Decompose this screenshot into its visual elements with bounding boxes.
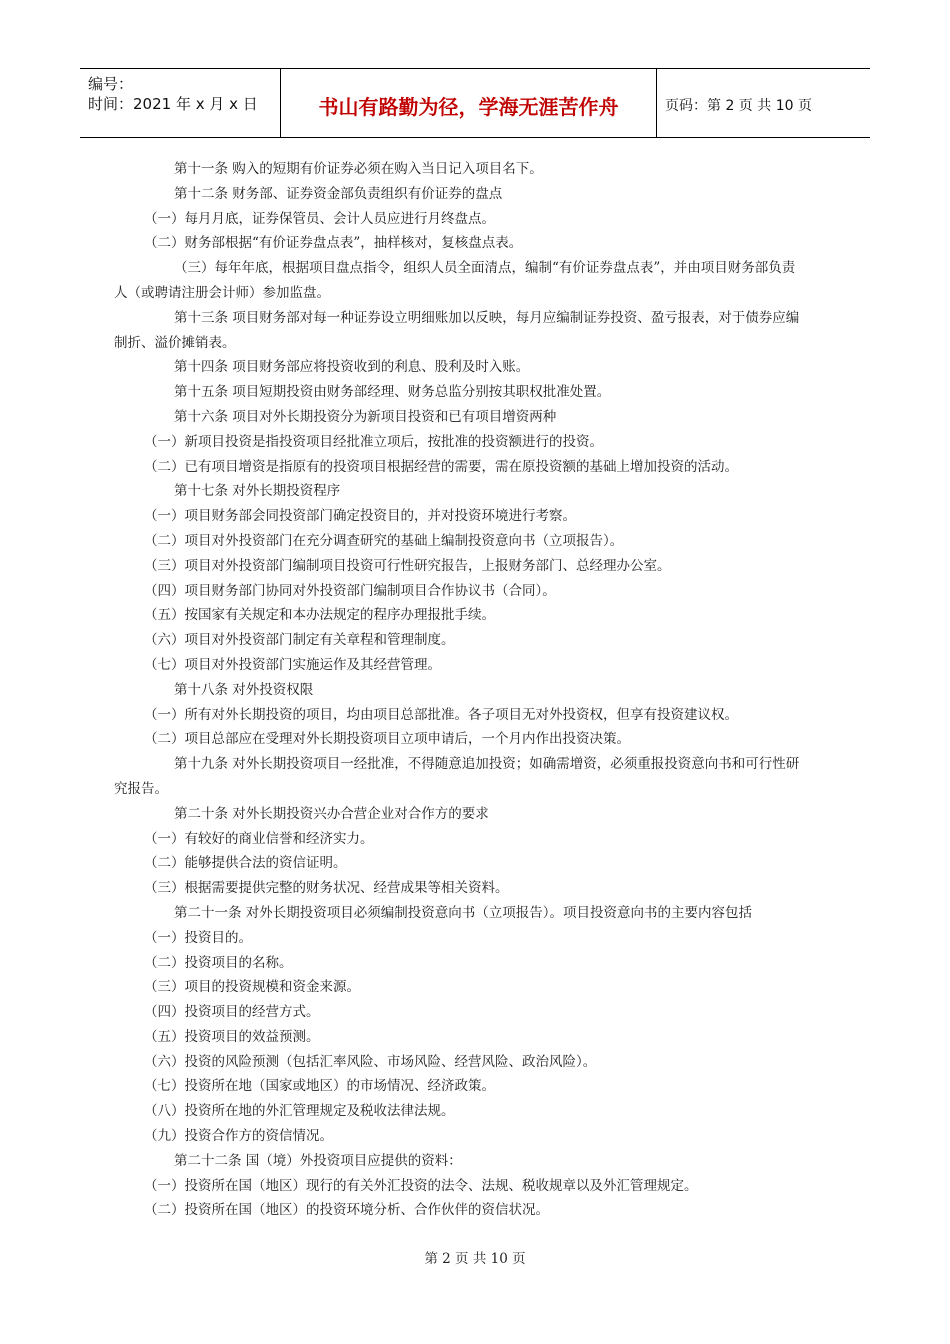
paragraph: 第十九条 对外长期投资项目一经批准，不得随意追加投资；如确需增资，必须重报投资意向书和可行性研究报告。 [114, 756, 800, 797]
header-motto: 书山有路勤为径，学海无涯苦作舟 [318, 95, 619, 119]
paragraph: （二）已有项目增资是指原有的投资项目根据经营的需要，需在原投资额的基础上增加投资的活动。 [144, 458, 738, 475]
paragraph: 第二十二条 国（境）外投资项目应提供的资料： [174, 1152, 462, 1169]
header-motto-cell [281, 69, 657, 137]
paragraph: （二）项目对外投资部门在充分调查研究的基础上编制投资意向书（立项报告）。 [144, 532, 624, 549]
paragraph: 第十一条 购入的短期有价证券必须在购入当日记入项目名下。 [174, 161, 543, 177]
paragraph: （二）能够提供合法的资信证明。 [144, 855, 347, 872]
document-number-label: 编号： [88, 75, 134, 93]
paragraph: 第十二条 财务部、证券资金部负责组织有价证券的盘点 [174, 185, 503, 202]
paragraph: （一）新项目投资是指投资项目经批准立项后，按批准的投资额进行的投资。 [144, 433, 603, 450]
paragraph: 第二十条 对外长期投资兴办合营企业对合作方的要求 [174, 805, 489, 822]
paragraph: （九）投资合作方的资信情况。 [144, 1128, 333, 1145]
paragraph: 第十六条 项目对外长期投资分为新项目投资和已有项目增资两种 [174, 408, 557, 425]
paragraph: （三）每年年底，根据项目盘点指令，组织人员全面清点，编制“有价证券盘点表”，并由项目财务部负责人（或聘请注册会计师）参加监盘。 [114, 260, 796, 301]
paragraph: 第十三条 项目财务部对每一种证券设立明细账加以反映，每月应编制证券投资、盈亏报表，对于债券应编制折、溢价摊销表。 [114, 309, 800, 351]
paragraph: （三）项目的投资规模和资金来源。 [144, 979, 360, 996]
paragraph: （二）投资所在国（地区）的投资环境分析、合作伙伴的资信状况。 [144, 1202, 549, 1219]
header-info-cell [80, 69, 281, 137]
paragraph: （一）投资所在国（地区）现行的有关外汇投资的法令、法规、税收规章以及外汇管理规定。 [144, 1177, 698, 1194]
paragraph: （八）投资所在地的外汇管理规定及税收法律法规。 [144, 1103, 455, 1120]
document-body [114, 157, 808, 1223]
paragraph: （七）项目对外投资部门实施运作及其经营管理。 [144, 656, 441, 673]
paragraph: 第十四条 项目财务部应将投资收到的利息、股利及时入账。 [174, 359, 530, 376]
paragraph: （三）根据需要提供完整的财务状况、经营成果等相关资料。 [144, 880, 509, 897]
paragraph: （四）项目财务部门协同对外投资部门编制项目合作协议书（合同）。 [144, 582, 556, 599]
paragraph: （一）投资目的。 [144, 929, 252, 946]
paragraph: （五）按国家有关规定和本办法规定的程序办理报批手续。 [144, 607, 495, 624]
document-time-label: 时间：2021 年 x 月 x 日 [88, 95, 258, 113]
paragraph: （五）投资项目的效益预测。 [144, 1028, 320, 1045]
paragraph: （六）投资的风险预测（包括汇率风险、市场风险、经营风险、政治风险）。 [144, 1053, 597, 1070]
paragraph: 第十五条 项目短期投资由财务部经理、财务总监分别按其职权批准处置。 [174, 384, 611, 401]
header-page-number: 页码：第 2 页 共 10 页 [665, 98, 812, 114]
paragraph: （二）财务部根据“有价证券盘点表”，抽样核对，复核盘点表。 [144, 235, 523, 252]
paragraph: （七）投资所在地（国家或地区）的市场情况、经济政策。 [144, 1078, 495, 1095]
paragraph: （二）项目总部应在受理对外长期投资项目立项申请后，一个月内作出投资决策。 [144, 731, 630, 748]
paragraph: （一）每月月底，证券保管员、会计人员应进行月终盘点。 [144, 210, 495, 227]
paragraph: （一）项目财务部会同投资部门确定投资目的，并对投资环境进行考察。 [144, 508, 576, 525]
paragraph: （一）所有对外长期投资的项目，均由项目总部批准。各子项目无对外投资权，但享有投资建议权。 [144, 706, 738, 723]
paragraph: （一）有较好的商业信誉和经济实力。 [144, 830, 374, 847]
paragraph: （三）项目对外投资部门编制项目投资可行性研究报告，上报财务部门、总经理办公室。 [144, 557, 671, 574]
paragraph: （六）项目对外投资部门制定有关章程和管理制度。 [144, 632, 455, 649]
header-page-cell [657, 69, 870, 137]
paragraph: 第十八条 对外投资权限 [174, 681, 314, 698]
page-footer: 第 2 页 共 10 页 [424, 1251, 526, 1267]
paragraph: （二）投资项目的名称。 [144, 954, 293, 971]
paragraph: 第二十一条 对外长期投资项目必须编制投资意向书（立项报告）。项目投资意向书的主要内容包括 [174, 904, 753, 921]
page-header [80, 68, 870, 138]
paragraph: （四）投资项目的经营方式。 [144, 1004, 320, 1021]
paragraph: 第十七条 对外长期投资程序 [174, 483, 341, 500]
